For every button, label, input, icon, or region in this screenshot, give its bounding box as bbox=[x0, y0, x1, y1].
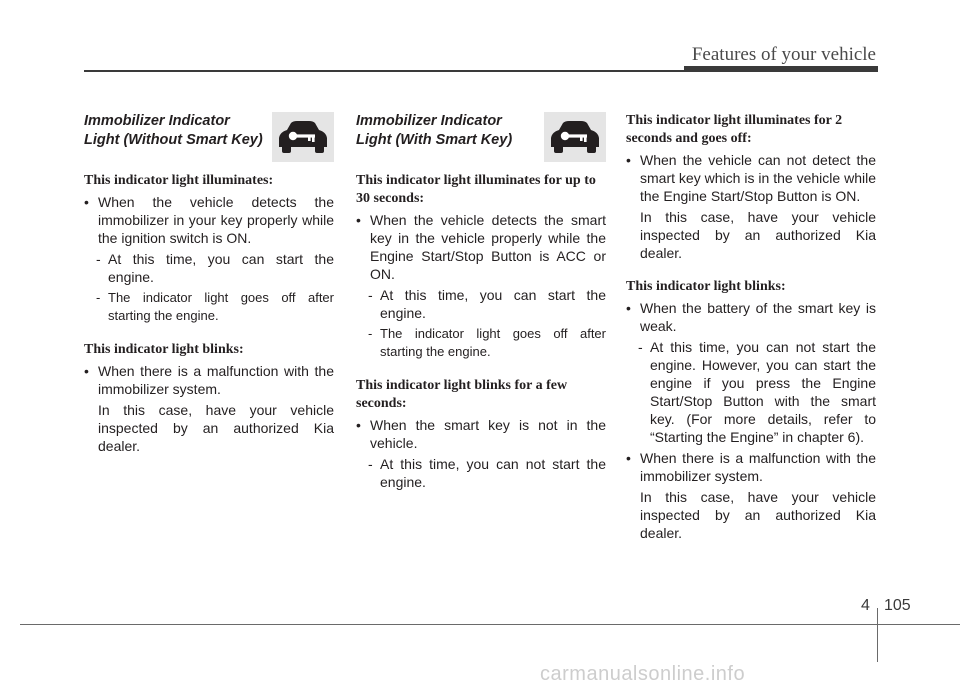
header-rule-thick bbox=[684, 66, 878, 72]
section-heading bbox=[84, 112, 334, 162]
section-heading bbox=[356, 112, 606, 162]
page-number: 105 bbox=[884, 597, 911, 614]
dash-text: At this time, you can not start the engine. However, you can start the engine if you press the Engine Start/Stop Button with the smart key. (For more details, refer to “Starting the Engine” in chapter 6). bbox=[650, 339, 876, 445]
dash-mark: - bbox=[96, 290, 101, 305]
subheading: This indicator light illuminates for up to 30 seconds: bbox=[356, 173, 596, 206]
dash-item bbox=[626, 338, 876, 446]
bullet-item bbox=[626, 299, 876, 335]
dash-mark: - bbox=[638, 339, 643, 355]
bullet-text: When the vehicle detects the immobilizer in your key properly while the ignition switch is ON. bbox=[98, 194, 334, 246]
subheading: This indicator light illuminates for 2 seconds and goes off: bbox=[626, 113, 843, 146]
indicator-icon-box bbox=[544, 112, 606, 162]
dash-text: At this time, you can start the engine. bbox=[108, 251, 334, 285]
subheading: This indicator light blinks for a few seconds: bbox=[356, 378, 568, 411]
bullet-item bbox=[356, 211, 606, 283]
subheading: This indicator light illuminates: bbox=[84, 173, 274, 188]
dash-item bbox=[356, 455, 606, 491]
bullet-text: When there is a malfunction with the immobilizer system. bbox=[640, 450, 876, 484]
bullet-text: When there is a malfunction with the immobilizer system. bbox=[98, 363, 334, 397]
bullet-item bbox=[84, 193, 334, 247]
paragraph: In this case, have your vehicle inspected by an authorized Kia dealer. bbox=[98, 402, 334, 454]
dash-item bbox=[84, 289, 334, 325]
watermark: carmanualsonline.info bbox=[540, 663, 746, 685]
dash-text: At this time, you can start the engine. bbox=[380, 287, 606, 321]
page-chapter: 4 bbox=[861, 597, 870, 614]
dash-item bbox=[356, 286, 606, 322]
dash-mark: - bbox=[96, 251, 101, 267]
column-with-smart-key bbox=[356, 112, 606, 491]
section-title-line2: Light (Without Smart Key) bbox=[84, 132, 263, 148]
paragraph: In this case, have your vehicle inspected by an authorized Kia dealer. bbox=[640, 489, 876, 541]
section-title-line1: Immobilizer Indicator bbox=[356, 113, 502, 129]
section-title-line2: Light (With Smart Key) bbox=[356, 132, 513, 148]
header-title: Features of your vehicle bbox=[691, 44, 876, 65]
bullet-item bbox=[84, 362, 334, 398]
indicator-icon-box bbox=[272, 112, 334, 162]
dash-text: The indicator light goes off after starting the engine. bbox=[380, 326, 606, 359]
bullet-item bbox=[626, 151, 876, 205]
section-title-line1: Immobilizer Indicator bbox=[84, 113, 230, 129]
subheading: This indicator light blinks: bbox=[626, 279, 786, 294]
bullet-text: When the vehicle can not detect the smart key which is in the vehicle while the Engine Start/Stop Button is ON. bbox=[640, 152, 876, 204]
bullet-mark: • bbox=[84, 194, 89, 210]
footer-rule bbox=[20, 624, 960, 625]
bullet-text: When the smart key is not in the vehicle. bbox=[370, 417, 606, 451]
bullet-item bbox=[356, 416, 606, 452]
header-rule bbox=[84, 70, 684, 72]
subheading: This indicator light blinks: bbox=[84, 342, 244, 357]
dash-text: At this time, you can not start the engine. bbox=[380, 456, 606, 490]
car-key-icon bbox=[548, 121, 602, 153]
dash-item bbox=[356, 325, 606, 361]
bullet-mark: • bbox=[356, 417, 361, 433]
bullet-mark: • bbox=[356, 212, 361, 228]
bullet-mark: • bbox=[626, 152, 631, 168]
bullet-text: When the battery of the smart key is weak. bbox=[640, 300, 876, 334]
column-without-smart-key bbox=[84, 112, 334, 455]
dash-item bbox=[84, 250, 334, 286]
dash-text: The indicator light goes off after starting the engine. bbox=[108, 290, 334, 323]
car-key-icon bbox=[276, 121, 330, 153]
column-continued bbox=[626, 112, 876, 542]
bullet-mark: • bbox=[626, 450, 631, 466]
paragraph: In this case, have your vehicle inspected by an authorized Kia dealer. bbox=[640, 209, 876, 261]
bullet-mark: • bbox=[626, 300, 631, 316]
footer-divider bbox=[877, 608, 878, 662]
dash-mark: - bbox=[368, 287, 373, 303]
bullet-mark: • bbox=[84, 363, 89, 379]
dash-mark: - bbox=[368, 326, 373, 341]
bullet-text: When the vehicle detects the smart key in the vehicle properly while the Engine Start/Stop Button is ACC or ON. bbox=[370, 212, 606, 282]
bullet-item bbox=[626, 449, 876, 485]
dash-mark: - bbox=[368, 456, 373, 472]
